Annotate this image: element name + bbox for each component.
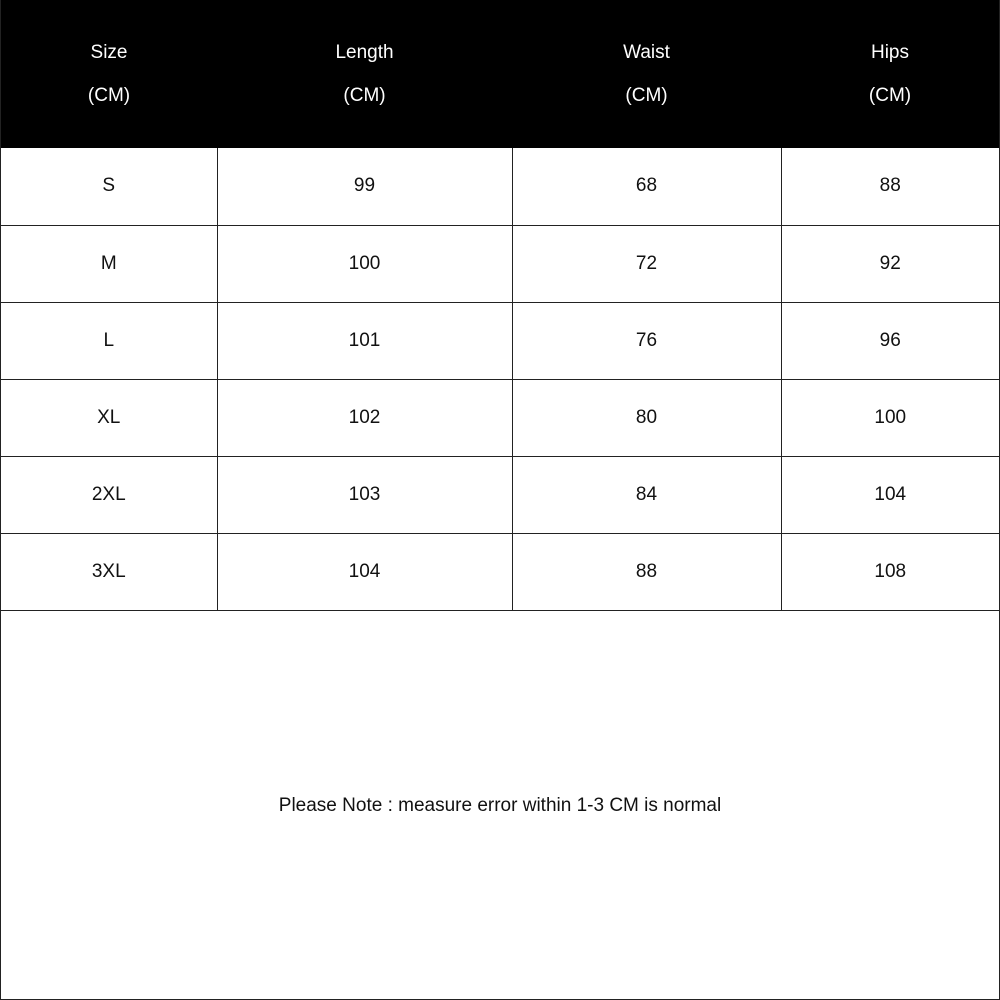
header-size: [1, 0, 217, 148]
table-row: [1, 225, 999, 302]
header-hips: [781, 0, 999, 148]
header-size-unit: (CM): [87, 85, 131, 106]
cell-hips: 88: [781, 148, 999, 225]
header-length-label: Length: [335, 42, 394, 63]
cell-waist: 76: [512, 302, 781, 379]
header-waist-unit: (CM): [625, 85, 668, 106]
table-row: [1, 148, 999, 225]
cell-hips: 104: [781, 456, 999, 533]
cell-size: XL: [1, 379, 217, 456]
cell-length: 100: [217, 225, 512, 302]
table-row: [1, 533, 999, 610]
cell-length: 99: [217, 148, 512, 225]
cell-size: 3XL: [1, 533, 217, 610]
table-row: [1, 456, 999, 533]
cell-waist: 68: [512, 148, 781, 225]
header-row: [1, 0, 999, 148]
header-hips-unit: (CM): [868, 85, 912, 106]
cell-waist: 84: [512, 456, 781, 533]
cell-length: 101: [217, 302, 512, 379]
cell-hips: 100: [781, 379, 999, 456]
size-table: [1, 0, 999, 611]
table-row: [1, 379, 999, 456]
header-hips-label: Hips: [870, 42, 909, 63]
table-row: [1, 302, 999, 379]
cell-waist: 72: [512, 225, 781, 302]
table-body: [1, 148, 999, 610]
cell-waist: 88: [512, 533, 781, 610]
cell-length: 103: [217, 456, 512, 533]
cell-hips: 96: [781, 302, 999, 379]
table-header: [1, 0, 999, 148]
cell-waist: 80: [512, 379, 781, 456]
cell-length: 102: [217, 379, 512, 456]
header-waist: [512, 0, 781, 148]
cell-size: 2XL: [1, 456, 217, 533]
cell-size: L: [1, 302, 217, 379]
cell-size: M: [1, 225, 217, 302]
header-length: [217, 0, 512, 148]
cell-hips: 92: [781, 225, 999, 302]
measurement-note: Please Note : measure error within 1-3 CM is normal: [278, 795, 722, 816]
header-length-unit: (CM): [343, 85, 386, 106]
cell-hips: 108: [781, 533, 999, 610]
header-waist-label: Waist: [623, 42, 670, 63]
cell-size: S: [1, 148, 217, 225]
cell-length: 104: [217, 533, 512, 610]
header-size-label: Size: [90, 42, 128, 63]
